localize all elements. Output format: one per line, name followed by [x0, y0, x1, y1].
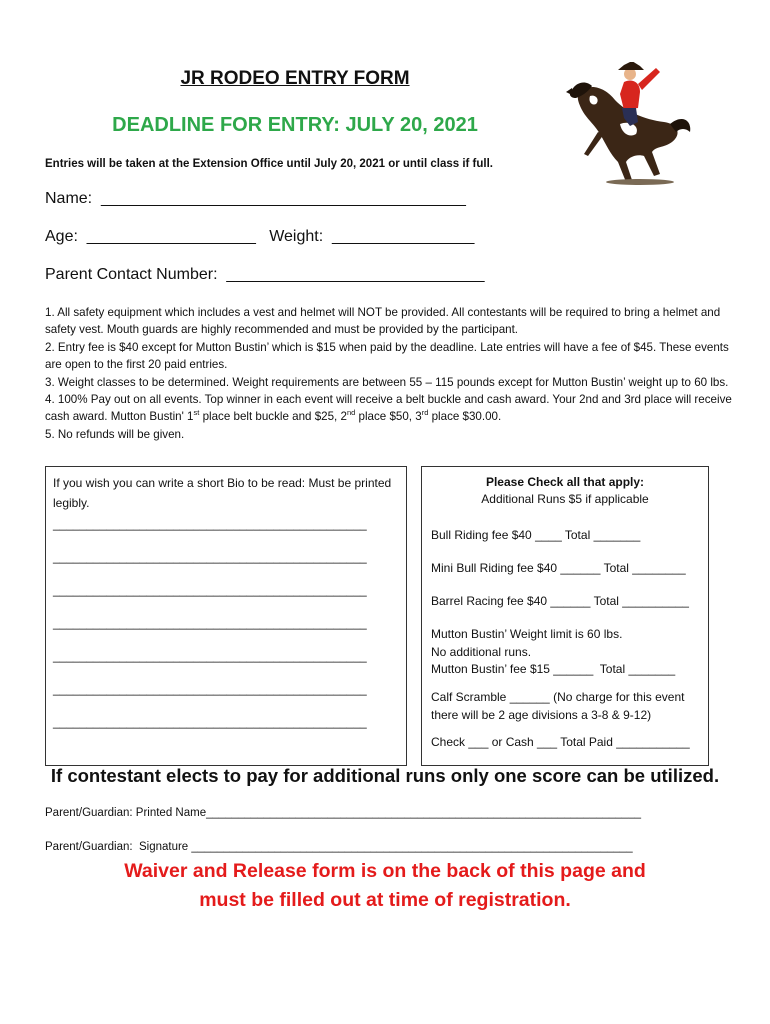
- bio-line[interactable]: _______________________________________________: [53, 682, 367, 696]
- rule-4: 4. 100% Pay out on all events. Top winner in each event will receive a belt buckle and cash award. Your 2nd and 3rd place will receive cash award. Mutton Bustin' 1st place belt buckle and $25, 2nd place $50, 3rd place $30.00.: [45, 393, 732, 424]
- bio-line[interactable]: _______________________________________________: [53, 550, 367, 564]
- barrel-racing-fee[interactable]: Barrel Racing fee $40 ______ Total __________: [431, 594, 689, 608]
- form-title: JR RODEO ENTRY FORM: [180, 68, 410, 89]
- calf-scramble[interactable]: Calf Scramble ______ (No charge for this event: [431, 690, 685, 704]
- printed-name-field[interactable]: Parent/Guardian: Printed Name____________________________________________________________________: [45, 807, 641, 819]
- rule-2: 2. Entry fee is $40 except for Mutton Bustin’ which is $15 when paid by the deadline. Late entries will have a fee of $45. These events are open to the first 20 paid entries.: [45, 340, 729, 372]
- mini-bull-riding-fee[interactable]: Mini Bull Riding fee $40 ______ Total ________: [431, 561, 686, 575]
- rule-3: 3. Weight classes to be determined. Weight requirements are between 55 – 115 pounds except for Mutton Bustin’ weight up to 60 lbs.: [45, 375, 729, 389]
- bio-line[interactable]: _______________________________________________: [53, 715, 367, 729]
- entry-intro: Entries will be taken at the Extension Office until July 20, 2021 or until class if full.: [45, 158, 493, 170]
- bio-line[interactable]: _______________________________________________: [53, 649, 367, 663]
- bucking-horse-rider-icon: [560, 62, 700, 186]
- mutton-weight-limit: Mutton Bustin’ Weight limit is 60 lbs.: [431, 627, 623, 641]
- bio-prompt: If you wish you can write a short Bio to be read: Must be printed legibly.: [53, 476, 392, 510]
- bio-line[interactable]: _______________________________________________: [53, 616, 367, 630]
- age-weight-field[interactable]: Age: ___________________ Weight: ________________: [45, 228, 475, 245]
- parent-contact-field[interactable]: Parent Contact Number: _____________________________: [45, 266, 485, 283]
- waiver-line-1: Waiver and Release form is on the back of this page and: [124, 860, 646, 882]
- payment-line[interactable]: Check ___ or Cash ___ Total Paid ___________: [431, 735, 690, 749]
- checklist-heading: Please Check all that apply:: [485, 475, 645, 489]
- mutton-no-runs: No additional runs.: [431, 644, 532, 659]
- rules-list: [45, 304, 735, 443]
- signature-field[interactable]: Parent/Guardian: Signature _____________________________________________________________________: [45, 841, 633, 853]
- additional-runs-note: If contestant elects to pay for additional runs only one score can be utilized.: [50, 765, 720, 786]
- fees-checklist-box: [421, 466, 709, 766]
- checklist-subheading: Additional Runs $5 if applicable: [481, 492, 649, 506]
- bio-line[interactable]: _______________________________________________: [53, 583, 367, 597]
- bull-riding-fee[interactable]: Bull Riding fee $40 ____ Total _______: [431, 528, 641, 542]
- bio-box: [45, 466, 407, 766]
- name-field[interactable]: Name: _________________________________________: [45, 190, 466, 207]
- rule-5: 5. No refunds will be given.: [45, 427, 185, 441]
- bio-line[interactable]: _______________________________________________: [53, 517, 367, 531]
- deadline-heading: DEADLINE FOR ENTRY: JULY 20, 2021: [112, 114, 478, 136]
- mutton-bustin-fee[interactable]: Mutton Bustin’ fee $15 ______ Total _______: [431, 662, 676, 676]
- waiver-line-2: must be filled out at time of registration.: [199, 889, 571, 911]
- rule-1: 1. All safety equipment which includes a vest and helmet will NOT be provided. All contestants will be required to bring a helmet and safety vest. Mouth guards are highly recommended and must be provided by the participant.: [45, 306, 721, 337]
- calf-scramble-divisions: there will be 2 age divisions a 3-8 & 9-12): [431, 707, 652, 722]
